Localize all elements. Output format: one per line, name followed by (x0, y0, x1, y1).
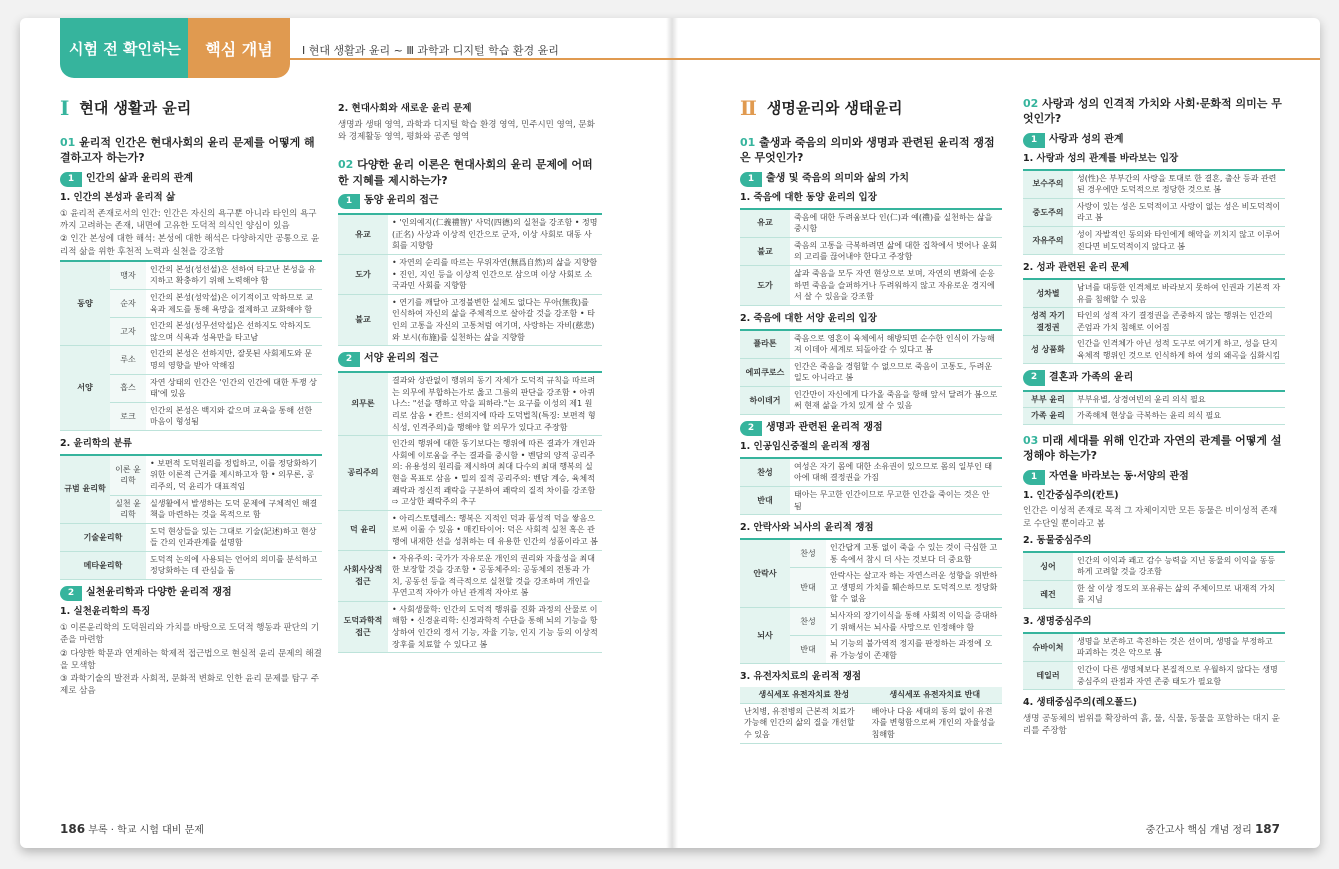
east-ethics-table: 유교 • '인의예지(仁義禮智)' 사덕(四德)의 실천을 강조함 • 정명(正名) 사상과 이상적 인간으로 군자, 이상 사회로 대동 사회를 지향함 도가 • 자연의 순리를 따르는 무위자연(無爲自然)의 삶을 지향함 • 진인, 지인 등을 이상적 인간으로 삼으며 이상 사회로 소국과민 사회를 지향함 불교 • 연기를 깨달아 고정불변한 실체도 없다는 무아(無我)를 인식하여 자신의 삶을 주체적으로 살아갈 것을 강조함 • 타인의 고통을 자신의 고통처럼 여기며, 사랑하는 자비(慈悲)와 보시(布施)를 실천하는 삶을 지향함 (338, 213, 602, 346)
question-heading: 01 윤리적 인간은 현대사회의 윤리 문제를 어떻게 해결하고자 하는가? (60, 136, 315, 165)
subheading: 1. 인간의 본성과 윤리적 삶 (60, 191, 176, 203)
nature-table: 동양 맹자 인간의 본성(성선설)은 선하여 타고난 본성을 유지하고 확충하기 위해 노력해야 함 순자 인간의 본성(성악설)은 이기적이고 악하므로 교육과 제도를 통해 욕망을 절제하고 교화해야 함 고자 인간의 본성(성무선악설)은 선하지도 악하지도 않으며 식욕과 성욕만을 타고남 서양 루소 인간의 본성은 선하지만, 잘못된 사회제도와 문명의 영향을 받아 악해짐 홉스 자연 상태의 인간은 '인간의 인간에 대한 투쟁 상태'에 있음 로크 인간의 본성은 백지와 같으며 교육을 통해 선한 마음이 형성됨 (60, 260, 322, 431)
column-1 (60, 88, 322, 699)
footer-left: 186 부록 · 학교 시험 대비 문제 (60, 822, 204, 836)
subheading: 2. 동물중심주의 (1023, 534, 1092, 546)
paragraph: ② 다양한 학문과 연계하는 학제적 접근법으로 현실적 윤리 문제의 해결을 모색함 (60, 648, 322, 671)
subheading: 1. 인공임신중절의 윤리적 쟁점 (740, 441, 871, 453)
question-heading: 01 출생과 죽음의 의미와 생명과 관련된 윤리적 쟁점은 무엇인가? (740, 136, 995, 165)
section-badge: 1 동양 윤리의 접근 (338, 194, 602, 209)
west-ethics-table: 의무론 결과와 상관없이 행위의 동기 자체가 도덕적 규칙을 따르려는 의무에 부합하는가로 옳고 그름의 판단을 강조함 • 아퀴나스: "선을 행하고 악을 피하라."는 요구를 이성의 제1 원리로 삼음 • 칸트: 선의지에 따라 도덕법칙(특징: 보편적 형식성, 인격주의)을 행해야 할 의무가 있다고 주장함 공리주의 인간의 행위에 대한 동기보다는 행위에 따른 결과가 개인과 사회에 이로움을 주는 결과를 중시함 • 벤담의 양적 공리주의: 유용성의 원리를 제시하며 최대 다수의 최대 행복의 실현을 목표로 삼음 • 밀의 질적 공리주의: 벤담 계승, 육체적 쾌락과 정신적 쾌락을 구분하여 쾌락의 질적 차이를 강조함 ⇨ 고상한 쾌락주의 추구 덕 윤리 • 아리스토텔레스: 행복은 지적인 덕과 품성적 덕을 쌓음으로써 이룰 수 있음 • 매킨타이어: 덕은 사회적 실천 혹은 관행에 내재한 선을 성취하는 데 유용한 인간의 성품이라고 봄 사회사상적 접근 • 자유주의: 국가가 자유로운 개인의 권리와 자율성을 최대한 보장할 것을 강조함 • 공동체주의: 공동체의 전통과 가치, 공동선 등을 적극적으로 실천할 것을 강조하며 개인을 무연고적 자아가 아닌 관계적 자아로 봄 도덕과학적 접근 • 사회생물학: 인간의 도덕적 행위를 진화 과정의 산물로 이해함 • 신경윤리학: 신경과학적 수단을 통해 뇌의 기능을 항상하여 인간의 정서 기능, 자율 기능, 인지 기능 등의 이상적 장후를 치료할 수 있다고 봄 (338, 371, 602, 653)
column-3 (740, 88, 1002, 750)
unit-title: 현대 생활과 윤리 (79, 98, 192, 117)
death-west-table: 플라톤 죽음으로 영혼이 육체에서 해방되면 순수한 인식이 가능해져 이데아 세계로 되돌아갈 수 있다고 봄 에피쿠로스 인간은 죽음을 경험할 수 없으므로 죽음이 고통도, 두려운 일도 아니라고 봄 하이데거 인간만이 자신에게 다가올 죽음을 항해 앞서 달려가 봄으로써 현재 삶을 가치 있게 살 수 있음 (740, 329, 1002, 416)
textbook-spread (20, 18, 1320, 848)
section-badge: 1 인간의 삶과 윤리의 관계 (60, 172, 322, 187)
unit-heading (740, 94, 1002, 123)
footer-right: 중간고사 핵심 개념 정리 187 (1145, 822, 1280, 836)
love-table: 보수주의 성(性)은 부부간의 사랑을 토대로 한 결혼, 출산 등과 관련된 경우에만 도덕적으로 정당한 것으로 봄 중도주의 사랑이 있는 성은 도덕적이고 사랑이 없는 성은 비도덕적이라고 봄 자유주의 성이 자발적인 동의와 타인에게 해악을 끼치지 않고 이루어진다면 비도덕적이지 않다고 봄 (1023, 169, 1285, 256)
paragraph: 생명과 생태 영역, 과학과 디지털 학습 환경 영역, 민주시민 영역, 문화와 경제활동 영역, 평화와 공존 영역 (338, 119, 595, 143)
header-tab-core: 핵심 개념 (188, 18, 290, 78)
section-badge: 2 생명과 관련된 윤리적 쟁점 (740, 421, 1002, 436)
subheading: 2. 안락사와 뇌사의 윤리적 쟁점 (740, 522, 874, 534)
paragraph: ② 인간 본성에 대한 해석: 본성에 대한 해석은 다양하지만 공통으로 윤리적 삶을 위한 후천적 노력과 실천을 강조함 (60, 234, 320, 257)
euthanasia-table: 안락사 찬성 인간답게 고통 없이 죽을 수 있는 것이 극심한 고통 속에서 참시 더 사는 것보다 더 중요함 반대 안락사는 살고자 하는 자연스러운 성향을 위반하고 생명의 가치를 훼손하므로 도덕적으로 정당화할 수 없음 뇌사 찬성 뇌사자의 장기이식을 통해 사회적 이익을 증대하기 위해서는 뇌사를 사망으로 인정해야 함 반대 뇌 기능의 불가역적 정지를 판정하는 과정에 오류 가능성이 존재함 (740, 538, 1002, 664)
subheading: 3. 유전자치료의 윤리적 쟁점 (740, 671, 862, 683)
life-table: 슈바이처 생명을 보존하고 촉진하는 것은 선이며, 생명을 부정하고 파괴하는 것은 악으로 봄 테일러 인간이 다른 생명체보다 본질적으로 우월하지 않다는 생명중심주의 관점과 자연 존중 태도가 필요함 (1023, 632, 1285, 690)
abortion-table: 찬성 여성은 자기 몸에 대한 소유권이 있으므로 몸의 일부인 태아에 대해 결정권을 가짐 반대 태아는 무고한 인간이므로 무고한 인간을 죽이는 것은 안 됨 (740, 457, 1002, 515)
paragraph: 인간은 이성적 존재로 목적 그 자체이지만 모든 동물은 비이성적 존재로 수단일 뿐이라고 봄 (1023, 506, 1278, 529)
subheading: 1. 죽음에 대한 동양 윤리의 입장 (740, 191, 877, 203)
gene-therapy-table: 생식세포 유전자치료 찬성 생식세포 유전자치료 반대 난치병, 유전병의 근본적 치료가 가능해 인간의 삶의 질을 개선할 수 있음 배아나 다음 세대의 동의 없이 유전자를 변형함으로써 개인의 자율성을 침해함 (740, 687, 1002, 743)
subheading: 2. 죽음에 대한 서양 윤리의 입장 (740, 312, 877, 324)
header-tab-review: 시험 전 확인하는 (60, 18, 190, 78)
section-badge: 1 출생 및 죽음의 의미와 삶의 가치 (740, 172, 1002, 187)
subheading: 1. 인간중심주의(칸트) (1023, 489, 1119, 501)
section-badge: 1 사랑과 성의 관계 (1023, 133, 1285, 148)
book-spine (666, 18, 678, 848)
column-2 (338, 98, 602, 659)
sex-ethics-table: 성차별 남녀를 대등한 인격체로 바라보지 못하여 인권과 기본적 자유를 침해할 수 있음 성적 자기 결정권 타인의 성적 자기 결정권을 존중하지 않는 행위는 인간의 존엄과 가치 침해로 이어짐 성 상품화 인간을 인격체가 아닌 성적 도구로 여기게 하고, 성을 단지 육체적 행위인 것으로 인식하게 하여 성의 왜곡을 심화시킴 (1023, 278, 1285, 365)
subheading: 1. 실천윤리학의 특징 (60, 606, 151, 618)
section-badge: 1 자연을 바라보는 동·서양의 관점 (1023, 470, 1285, 485)
subheading: 2. 성과 관련된 윤리 문제 (1023, 262, 1130, 274)
paragraph: ③ 과학기술의 발전과 사회적, 문화적 변화로 인한 윤리 문제를 탐구 주제로 삼음 (60, 674, 320, 697)
subheading: 4. 생태중심주의(레오폴드) (1023, 697, 1137, 709)
question-heading: 02 다양한 윤리 이론은 현대사회의 윤리 문제에 어떠한 지혜를 제시하는가? (338, 158, 593, 187)
subheading: 1. 사랑과 성의 관계를 바라보는 입장 (1023, 152, 1179, 164)
death-east-table: 유교 죽음에 대한 두려움보다 인(仁)과 예(禮)를 실천하는 삶을 중시함 불교 죽음의 고통을 극복하려면 삶에 대한 집착에서 벗어나 윤회의 고리를 끊어내야 한다고 주장함 도가 삶과 죽음을 모두 자연 현상으로 보며, 자연의 변화에 순응하면 죽음을 슬퍼하거나 두려워하지 않고 자유로운 경지에서 살 수 있음을 강조함 (740, 208, 1002, 306)
section-badge: 2 실천윤리학과 다양한 윤리적 쟁점 (60, 586, 322, 601)
breadcrumb: Ⅰ 현대 생활과 윤리 ~ Ⅲ 과학과 디지털 학습 환경 윤리 (302, 44, 559, 57)
column-4 (1023, 88, 1285, 739)
section-badge: 2 서양 윤리의 접근 (338, 352, 602, 367)
subheading: 2. 현대사회와 새로운 윤리 문제 (338, 103, 472, 114)
paragraph: ① 윤리적 존재로서의 인간: 인간은 자신의 욕구뿐 아니라 타인의 욕구까지 고려하는 존재, 내면에 고유한 도덕적 의식인 양심이 있음 (60, 208, 317, 231)
unit-title: 생명윤리와 생태윤리 (766, 98, 903, 117)
animal-table: 싱어 인간의 이익과 쾌고 감수 능력을 지닌 동물의 이익을 동등하게 고려할 것을 강조함 레건 한 살 이상 정도의 포유류는 삶의 주체이므로 내재적 가치를 지님 (1023, 551, 1285, 609)
unit-numeral: Ⅰ (60, 96, 70, 120)
paragraph: ① 이론윤리학의 도덕원리와 가치를 바탕으로 도덕적 행동과 판단의 기준을 마련함 (60, 622, 320, 646)
family-table: 부부 윤리 부부유별, 상경여빈의 윤리 의식 필요 가족 윤리 가족해체 현상을 극복하는 윤리 의식 필요 (1023, 390, 1285, 425)
subheading: 2. 윤리학의 분류 (60, 437, 132, 449)
question-heading: 02 사랑과 성의 인격적 가치와 사회·문화적 의미는 무엇인가? (1023, 97, 1282, 126)
header-rule (290, 58, 1320, 60)
section-badge: 2 결혼과 가족의 윤리 (1023, 370, 1285, 385)
ethics-table: 규범 윤리학 이론 윤리학 • 보편적 도덕원리를 정립하고, 이를 정당화하기 위한 이론적 근거를 제시하고자 함 • 의무론, 공리주의, 덕 윤리가 대표적임 실천 윤리학 실생활에서 발생하는 도덕 문제에 구체적인 해결책을 마련하는 것을 목적으로 함 기술윤리학 도덕 현상들을 있는 그대로 기술(記述)하고 현상들 간의 인과관계를 설명함 메타윤리학 도덕적 논의에 사용되는 언어의 의미를 분석하고 정당화하는 데 관심을 둠 (60, 454, 322, 580)
question-heading: 03 미래 세대를 위해 인간과 자연의 관계를 어떻게 설정해야 하는가? (1023, 433, 1282, 463)
page-number: 186 (60, 822, 86, 836)
unit-heading (60, 94, 322, 123)
subheading: 3. 생명중심주의 (1023, 616, 1092, 628)
paragraph: 생명 공동체의 범위를 확장하여 흙, 물, 식물, 동물을 포함하는 대지 윤리를 주장함 (1023, 713, 1280, 737)
page-number: 187 (1254, 822, 1280, 836)
unit-numeral: Ⅱ (740, 96, 757, 120)
